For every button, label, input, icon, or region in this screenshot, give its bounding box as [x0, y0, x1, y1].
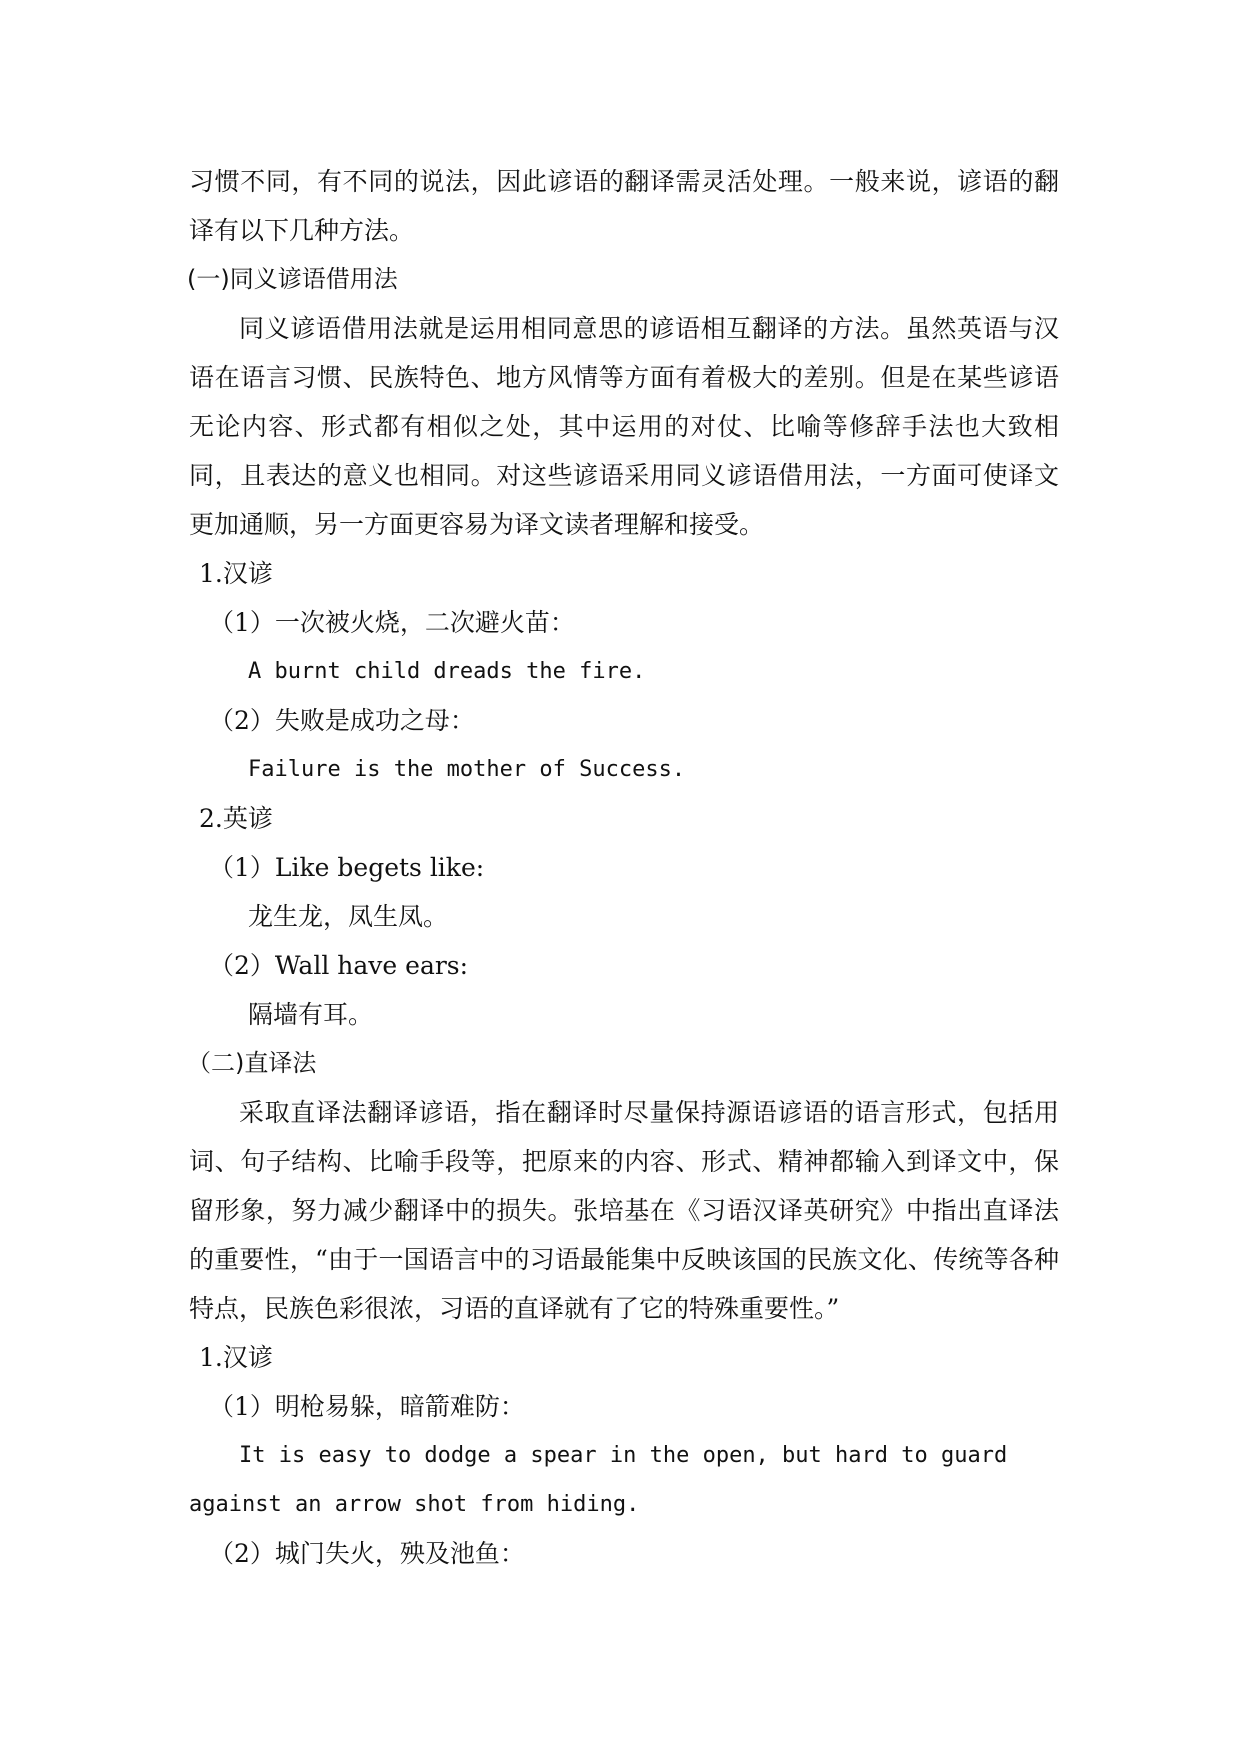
subheading-chinese-proverbs: 1.汉谚 [199, 1343, 273, 1372]
example-label: （1）明枪易躲，暗箭难防： [209, 1392, 525, 1421]
example-label: （1）一次被火烧，二次避火苗： [209, 608, 575, 637]
example-label: （1）Like begets like: [209, 853, 485, 882]
subheading-english-proverbs: 2.英谚 [199, 804, 273, 833]
page-content [189, 157, 1059, 1578]
example-label: （2）失败是成功之母： [209, 706, 475, 735]
example-translation: It is easy to dodge a spear in the open, but hard to guard against an arrow shot from hiding. [189, 1443, 1008, 1517]
example-translation: Failure is the mother of Success. [248, 757, 686, 782]
example-translation: 龙生龙，凤生凤。 [248, 902, 449, 931]
section-paragraph-literal-translation: 采取直译法翻译谚语，指在翻译时尽量保持源语谚语的语言形式，包括用词、句子结构、比喻手段等，把原来的内容、形式、精神都输入到译文中，保留形象，努力减少翻译中的损失。张培基在《习语汉译英研究》中指出直译法的重要性，“由于一国语言中的习语最能集中反映该国的民族文化、传统等各种特点，民族色彩很浓，习语的直译就有了它的特殊重要性。” [189, 1098, 1059, 1323]
intro-paragraph: 习惯不同，有不同的说法，因此谚语的翻译需灵活处理。一般来说，谚语的翻译有以下几种方法。 [189, 167, 1059, 245]
example-label: （2）城门失火，殃及池鱼： [209, 1539, 525, 1568]
section-heading-synonym-borrowing: (一)同义谚语借用法 [187, 265, 398, 293]
section-heading-literal-translation: （二)直译法 [187, 1049, 317, 1077]
example-translation: A burnt child dreads the fire. [248, 659, 646, 684]
example-label: （2）Wall have ears: [209, 951, 469, 980]
section-paragraph-synonym-borrowing: 同义谚语借用法就是运用相同意思的谚语相互翻译的方法。虽然英语与汉语在语言习惯、民族特色、地方风情等方面有着极大的差别。但是在某些谚语无论内容、形式都有相似之处，其中运用的对仗、比喻等修辞手法也大致相同，且表达的意义也相同。对这些谚语采用同义谚语借用法，一方面可使译文更加通顺，另一方面更容易为译文读者理解和接受。 [189, 314, 1059, 539]
subheading-chinese-proverbs: 1.汉谚 [199, 559, 273, 588]
example-translation: 隔墙有耳。 [248, 1000, 374, 1029]
